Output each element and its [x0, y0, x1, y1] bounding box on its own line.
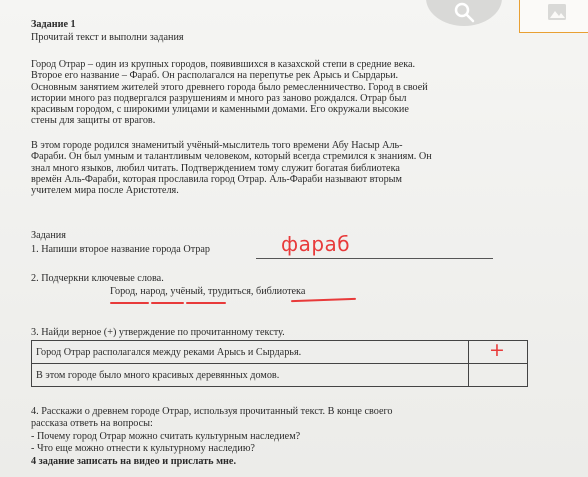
- task-subtitle: Прочитай текст и выполни задания: [31, 32, 184, 43]
- paragraph-line: Фараби. Он был умным и талантливым человеком, который всегда стремился к знаниям. Он: [31, 151, 432, 163]
- paragraph-line: В этом городе родился знаменитый учёный-мыслитель того времени Абу Насыр Аль-: [31, 140, 403, 151]
- paragraph-line: учителем мира после Аристотеля.: [31, 185, 179, 197]
- question-4-bullet: - Что еще можно отнести к культурному наследию?: [31, 443, 255, 454]
- table-row: [32, 341, 528, 364]
- red-underline: [151, 302, 184, 304]
- red-underline: [110, 302, 149, 304]
- paragraph-line: знал много языков, любил читать. Подтверждением тому служит богатая библиотека: [31, 162, 400, 174]
- paragraph-line: времён Аль-Фараби, которая прославила город Отрар. Аль-Фараби называют вторым: [31, 173, 402, 185]
- plus-mark: +: [489, 339, 505, 361]
- question-2: 2. Подчеркни ключевые слова.: [31, 273, 164, 284]
- question-4-bullet: - Почему город Отрар можно считать культурным наследием?: [31, 431, 301, 442]
- statements-table: [31, 340, 528, 387]
- statement-cell: Город Отрар располагался между реками Арысь и Сырдарья.: [32, 341, 469, 364]
- question-4-line: 4. Расскажи о древнем городе Отрар, используя прочитанный текст. В конце своего: [31, 406, 393, 417]
- question-1: 1. Напиши второе название города Отрар: [31, 244, 211, 255]
- answer-box[interactable]: [469, 364, 528, 387]
- paragraph-2: [31, 140, 541, 196]
- table-row: [32, 364, 528, 387]
- question-3: 3. Найди верное (+) утверждение по прочитанному тексту.: [31, 327, 285, 338]
- paragraph-1: [31, 59, 541, 127]
- statement-cell: В этом городе было много красивых деревянных домов.: [32, 364, 469, 387]
- paragraph-line: Второе его название – Фараб. Он располагался на перепутье рек Арысь и Сырдарьи.: [31, 70, 399, 82]
- tasks-header: Задания: [31, 230, 66, 241]
- question-4-line: рассказа ответь на вопросы:: [31, 418, 153, 429]
- search-icon: [452, 0, 476, 24]
- paragraph-line: Город Отрар – один из крупных городов, появившихся в казахской степи в средние века.: [31, 59, 416, 70]
- handwritten-answer: фараб: [281, 232, 351, 256]
- paragraph-line: истории много раз подвергался разрушениям и много раз заново рождался. Отрар был: [31, 92, 407, 104]
- question-4-note: 4 задание записать на видео и прислать мне.: [31, 456, 236, 467]
- image-button[interactable]: [519, 0, 588, 33]
- paragraph-line: стены для защиты от врагов.: [31, 115, 156, 127]
- task-title: Задание 1: [31, 19, 76, 30]
- answer-line: [256, 258, 493, 259]
- paragraph-line: красивым городом, с широкими улицами и каменными домами. Его окружали высокие: [31, 104, 409, 116]
- image-icon: [546, 1, 568, 23]
- keywords-line: Город, народ, учёный, трудиться, библиотека: [110, 286, 306, 297]
- red-underline: [186, 302, 226, 304]
- paragraph-line: Основным занятием жителей этого древнего города было ремесленничество. Город в своей: [31, 81, 428, 93]
